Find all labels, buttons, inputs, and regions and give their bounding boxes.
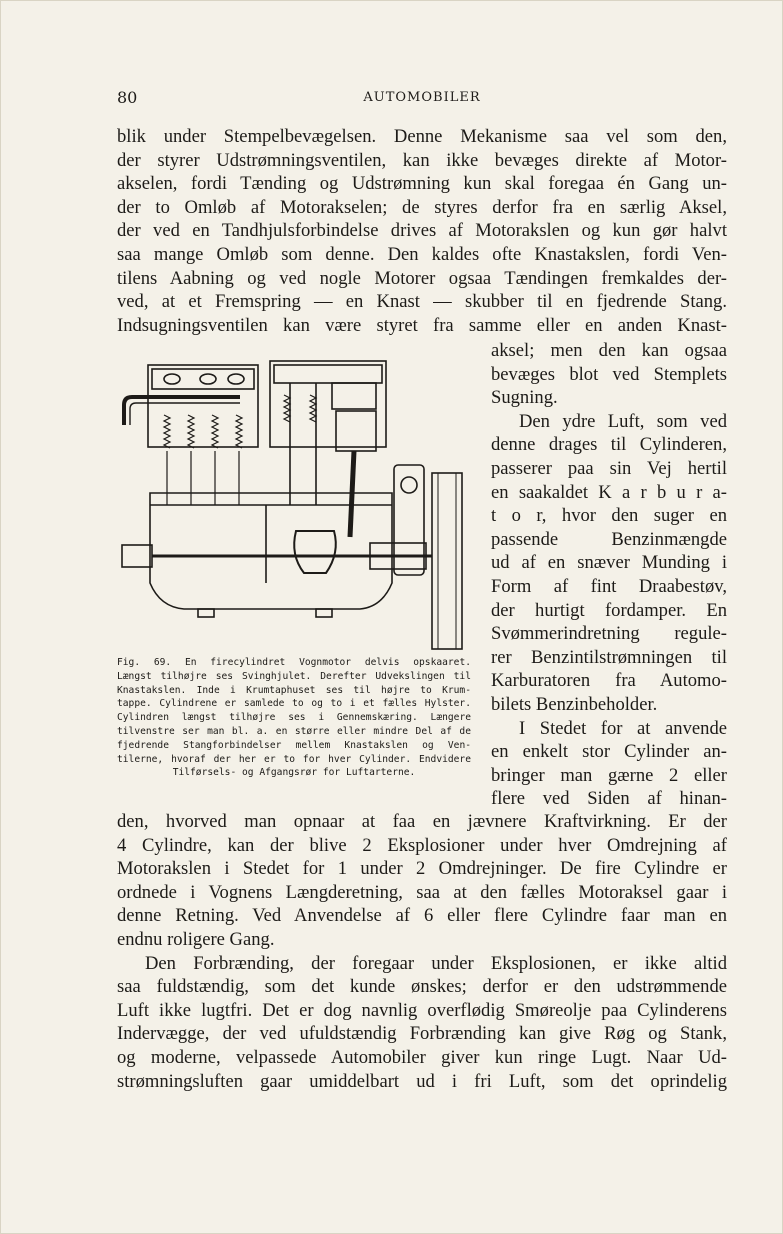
text-line: bevæges blot ved Stemplets: [491, 363, 727, 385]
text-line: Den ydre Luft, som ved: [519, 410, 727, 432]
caption-line: tilerne, hvoraf der her er to for hver Cylinder. Endvidere: [117, 753, 471, 765]
text-line: Motorakslen i Stedet for 1 under 2 Omdrejninger. De fire Cylindre er: [117, 858, 727, 880]
text-line: der ved en Tandhjulsforbindelse drives af Motorakslen og kun gør halvt: [117, 220, 727, 242]
text-line: Luft ikke lugtfri. Det er dog navnlig overflødig Smøreolje paa Cylinderens: [117, 999, 727, 1021]
paragraph-side: [491, 339, 727, 811]
paragraph-top: [117, 125, 727, 337]
caption-line: fjedrende Stangforbindelser mellem Knastakslen og Ven-: [117, 739, 471, 751]
page-number: 80: [117, 88, 138, 107]
text-line: ved, at et Fremspring — en Knast — skubber til en fjedrende Stang.: [117, 291, 727, 313]
crank-throw: [294, 531, 336, 573]
text-line: ud af en snæver Munding i: [491, 552, 727, 574]
text-line: passende Benzinmængde: [491, 528, 727, 550]
intake-pipe: [124, 397, 240, 425]
caption-line: Knastakslen. Inde i Krumtaphuset ses til højre to Krum-: [117, 684, 471, 696]
text-line: saa fuldstændig, som det kunde ønskes; derfor er den udstrømmende: [117, 976, 727, 998]
text-line: en saakaldet K a r b u r a-: [491, 481, 727, 503]
text-line: bilets Benzinbeholder.: [491, 693, 658, 715]
text-line: Indervægge, der ved ufuldstændig Forbrænding kan give Røg og Stank,: [117, 1023, 727, 1045]
text-line: der to Omløb af Motorakselen; de styres derfor fra en særlig Aksel,: [117, 196, 727, 218]
text-line: aksel; men den kan ogsaa: [491, 340, 727, 361]
text-line: flere ved Siden af hinan-: [491, 788, 727, 810]
caption-line: Cylindren længst tilhøjre ses i Gennemskæring. Længere: [117, 712, 471, 724]
text-line: saa mange Omløb som denne. Den kaldes ofte Knastakslen, fordi Ven-: [117, 243, 727, 265]
connecting-rod: [350, 451, 354, 537]
caption-line: Længst tilhøjre ses Svinghjulet. Derefter Udvekslingen til: [117, 670, 471, 682]
text-line: der styrer Udstrømningsventilen, kan ikke bevæges direkte af Motor-: [117, 149, 727, 171]
text-line: blik under Stempelbevægelsen. Denne Mekanisme saa vel som den,: [117, 126, 727, 147]
valve-springs: [164, 415, 242, 505]
text-line: akselen, fordi Tænding og Udstrømning kun skal foregaa én Gang un-: [117, 173, 727, 195]
text-line: ordnede i Vognens Længderetning, saa at den fælles Motoraksel gaar i: [117, 881, 727, 903]
caption-line: tilvenstre ser man bl. a. en større eller mindre Del af de: [117, 725, 471, 737]
text-line: Form af fint Draabestøv,: [491, 575, 727, 597]
page-header: [117, 88, 727, 108]
text-line: rer Benzintilstrømningen til: [491, 646, 727, 668]
text-line: bringer man gærne 2 eller: [491, 764, 727, 786]
gear-housing: [394, 465, 424, 575]
text-line: Svømmerindretning regule-: [491, 623, 727, 645]
text-line: den, hvorved man opnaar at faa en jævnere Kraftvirkning. Er der: [117, 811, 727, 832]
text-line: Sugning.: [491, 387, 558, 409]
text-line: endnu roligere Gang.: [117, 928, 275, 950]
crankcase: [150, 493, 392, 609]
text-line: strømningsluften gaar umiddelbart ud i fri Luft, som det oprindelig: [117, 1070, 727, 1092]
text-line: 4 Cylindre, kan der blive 2 Eksplosioner under hver Omdrejning af: [117, 834, 727, 856]
text-line: denne drages til Cylinderen,: [491, 434, 727, 456]
figure-caption: [117, 656, 471, 780]
text-line: passerer paa sin Vej hertil: [491, 457, 727, 479]
text-line: tilens Aabning og ved nogle Motorer ogsaa Tændingen fremkaldes der-: [117, 267, 727, 289]
text-line: I Stedet for at anvende: [519, 717, 727, 739]
text-line: Karburatoren fra Automo-: [491, 670, 727, 692]
text-line: der hurtigt fordamper. En: [491, 599, 727, 621]
flywheel: [432, 473, 462, 649]
caption-line: Fig. 69. En firecylindret Vognmotor delvis opskaaret.: [117, 657, 471, 668]
caption-line: tappe. Cylindrene er samlede to og to i et fælles Hylster.: [117, 698, 471, 710]
text-line: denne Retning. Ved Anvendelse af 6 eller flere Cylindre faar man en: [117, 905, 727, 927]
cylinder-block-right: [270, 361, 386, 447]
text-line: t o r, hvor den suger en: [491, 505, 727, 527]
text-line: og moderne, velpassede Automobiler giver kun ringe Lugt. Naar Ud-: [117, 1046, 727, 1068]
engine-illustration: [120, 355, 468, 655]
paragraph-bottom: [117, 810, 727, 1093]
crankshaft-end: [122, 545, 152, 567]
caption-line: Tilførsels- og Afgangsrør for Luftarterne.: [172, 767, 416, 779]
text-line: Den Forbrænding, der foregaar under Eksplosionen, er ikke altid: [145, 952, 727, 974]
text-line: en enkelt stor Cylinder an-: [491, 741, 727, 763]
text-line: Indsugningsventilen kan være styret fra samme eller en anden Knast-: [117, 314, 727, 336]
running-head: AUTOMOBILER: [363, 90, 481, 105]
